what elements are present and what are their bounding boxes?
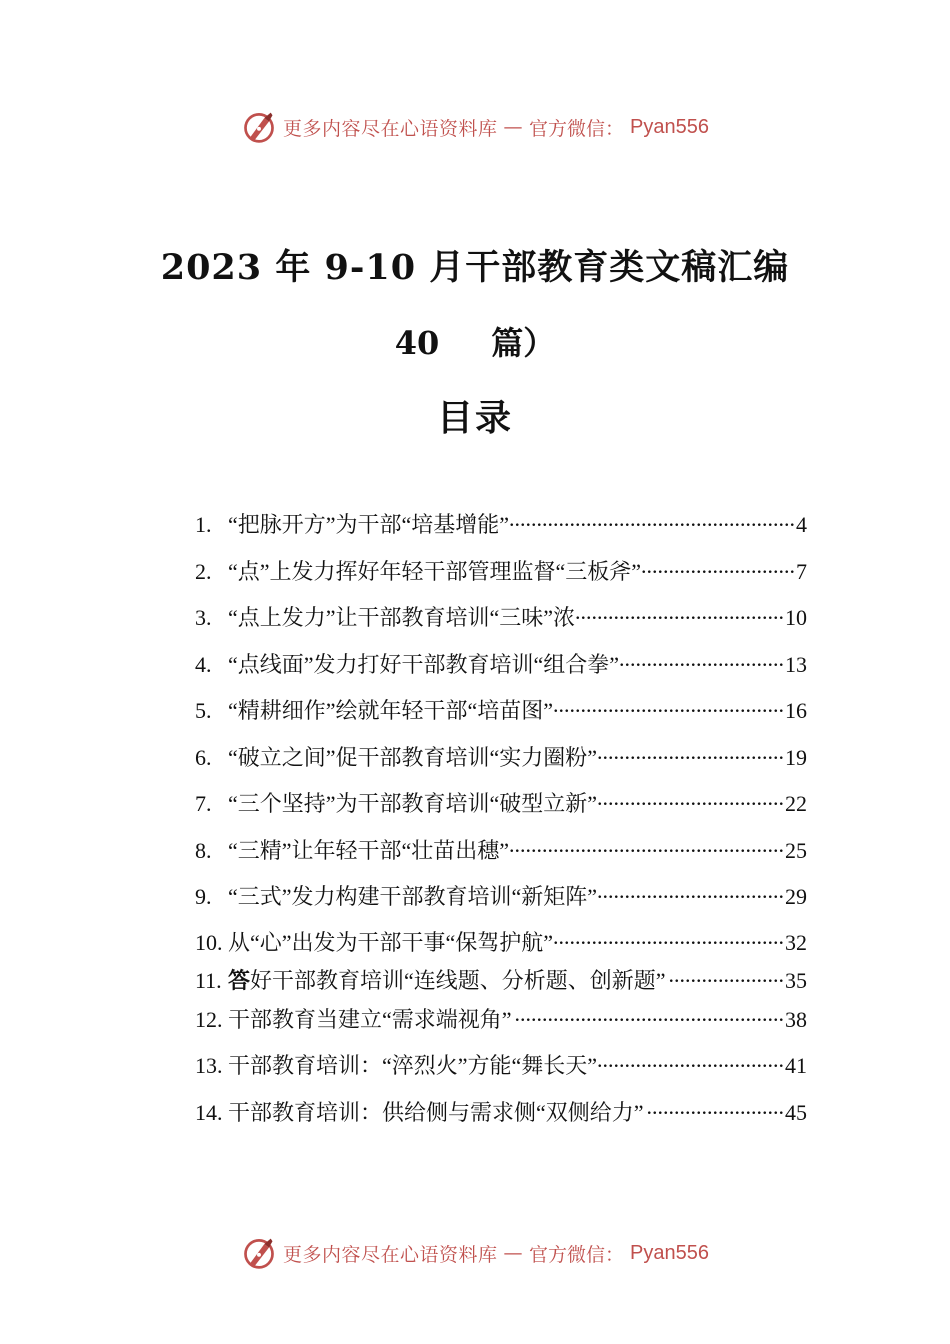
toc-item-title: 干部教育培训：供给侧与需求侧“双侧给力”	[228, 1100, 644, 1125]
toc-item-title: 从“心”出发为干部干事“保驾护航”	[228, 930, 554, 955]
toc-item-page: 4	[796, 512, 807, 537]
toc-item-title	[228, 964, 666, 995]
toc-leader-dots	[667, 966, 784, 988]
pen-nib-logo-icon	[241, 1235, 277, 1271]
toc-leader-dots	[513, 1005, 784, 1027]
watermark-text: 更多内容尽在心语资料库	[283, 1243, 498, 1266]
toc-leader-dots	[598, 1051, 784, 1073]
document-title: 2023 年 9-10 月干部教育类文稿汇编	[160, 247, 790, 288]
toc-item[interactable]	[195, 880, 807, 912]
toc-item-title: “点”上发力挥好年轻干部管理监督“三板斧”	[228, 559, 642, 584]
toc-leader-dots	[554, 928, 784, 950]
toc-item-number: 5.	[195, 698, 212, 723]
toc-item-page: 13	[785, 652, 807, 677]
toc-item-page: 38	[785, 1007, 807, 1032]
toc-item-title: “精耕细作”绘就年轻干部“培苗图”	[228, 698, 554, 723]
toc-item[interactable]	[195, 834, 807, 866]
watermark-wechat-label: 官方微信：	[529, 1243, 625, 1266]
pen-nib-logo-icon	[241, 109, 277, 145]
toc-item-number: 7.	[195, 791, 212, 816]
toc-leader-dots	[554, 696, 784, 718]
toc-item-page: 32	[785, 930, 807, 955]
watermark-separator: —	[503, 116, 524, 138]
toc-item-title-rest: 好干部教育培训“连线题、分析题、创新题”	[250, 968, 666, 993]
watermark-text: 更多内容尽在心语资料库	[283, 117, 498, 140]
toc-item-title: “点上发力”让干部教育培训“三味”浓	[228, 605, 576, 630]
toc-item-title: “三个坚持”为干部教育培训“破型立新”	[228, 791, 598, 816]
toc-item-number: 1.	[195, 512, 212, 537]
watermark-wechat-label: 官方微信：	[529, 117, 625, 140]
toc-item-title: “三精”让年轻干部“壮苗出穗”	[228, 838, 510, 863]
footer-watermark	[0, 1233, 950, 1273]
header-watermark	[0, 107, 950, 147]
toc-item[interactable]	[195, 694, 807, 726]
watermark-wechat-id: Pyan556	[630, 115, 709, 138]
toc-item-title: “把脉开方”为干部“培基增能”	[228, 512, 510, 537]
toc-item[interactable]	[195, 648, 807, 680]
toc-item-page: 10	[785, 605, 807, 630]
toc-leader-dots	[598, 743, 784, 765]
toc-item-page: 16	[785, 698, 807, 723]
toc-item[interactable]	[195, 1049, 807, 1081]
toc-item-number: 13.	[195, 1053, 223, 1078]
toc-item-title-bold: 答	[228, 969, 251, 994]
toc-item[interactable]	[195, 964, 807, 996]
toc-item-number: 10.	[195, 930, 223, 955]
toc-leader-dots	[598, 882, 784, 904]
toc-item-page: 7	[796, 559, 807, 584]
toc-item[interactable]	[195, 926, 807, 958]
article-count-unit: 篇）	[491, 324, 556, 362]
article-count: 40	[394, 324, 440, 362]
toc-item-page: 35	[785, 968, 807, 993]
toc-item-page: 19	[785, 745, 807, 770]
toc-item-page: 25	[785, 838, 807, 863]
toc-item[interactable]	[195, 787, 807, 819]
toc-heading: 目录	[436, 397, 513, 439]
document-subtitle	[0, 318, 950, 364]
toc-item[interactable]	[195, 601, 807, 633]
toc-leader-dots	[510, 836, 784, 858]
toc-item-page: 22	[785, 791, 807, 816]
toc-item-page: 29	[785, 884, 807, 909]
toc-item-title: “三式”发力构建干部教育培训“新矩阵”	[228, 884, 598, 909]
toc-item-number: 2.	[195, 559, 212, 584]
toc-item-title: 干部教育当建立“需求端视角”	[228, 1007, 512, 1032]
toc-item-number: 14.	[195, 1100, 223, 1125]
toc-leader-dots	[620, 650, 784, 672]
toc-item-number: 11.	[195, 968, 222, 993]
toc-item[interactable]	[195, 555, 807, 587]
toc-item-page: 45	[785, 1100, 807, 1125]
toc-leader-dots	[576, 603, 784, 625]
toc-leader-dots	[510, 510, 795, 532]
toc-item-title: “点线面”发力打好干部教育培训“组合拳”	[228, 652, 620, 677]
toc-item-number: 3.	[195, 605, 212, 630]
watermark-separator: —	[503, 1242, 524, 1264]
toc-item-title: 干部教育培训：“淬烈火”方能“舞长天”	[228, 1053, 598, 1078]
toc-item-number: 8.	[195, 838, 212, 863]
toc-leader-dots	[598, 789, 784, 811]
toc-item[interactable]	[195, 508, 807, 540]
toc-item-number: 4.	[195, 652, 212, 677]
toc-leader-dots	[645, 1098, 784, 1120]
watermark-wechat-id: Pyan556	[630, 1241, 709, 1264]
toc-item[interactable]	[195, 1003, 807, 1035]
toc-item-number: 12.	[195, 1007, 223, 1032]
toc-item-number: 9.	[195, 884, 212, 909]
toc-item[interactable]	[195, 1096, 807, 1128]
toc-item-number: 6.	[195, 745, 212, 770]
toc-leader-dots	[642, 557, 795, 579]
toc-item-title: “破立之间”促干部教育培训“实力圈粉”	[228, 745, 598, 770]
toc-item-page: 41	[785, 1053, 807, 1078]
toc-item[interactable]	[195, 741, 807, 773]
